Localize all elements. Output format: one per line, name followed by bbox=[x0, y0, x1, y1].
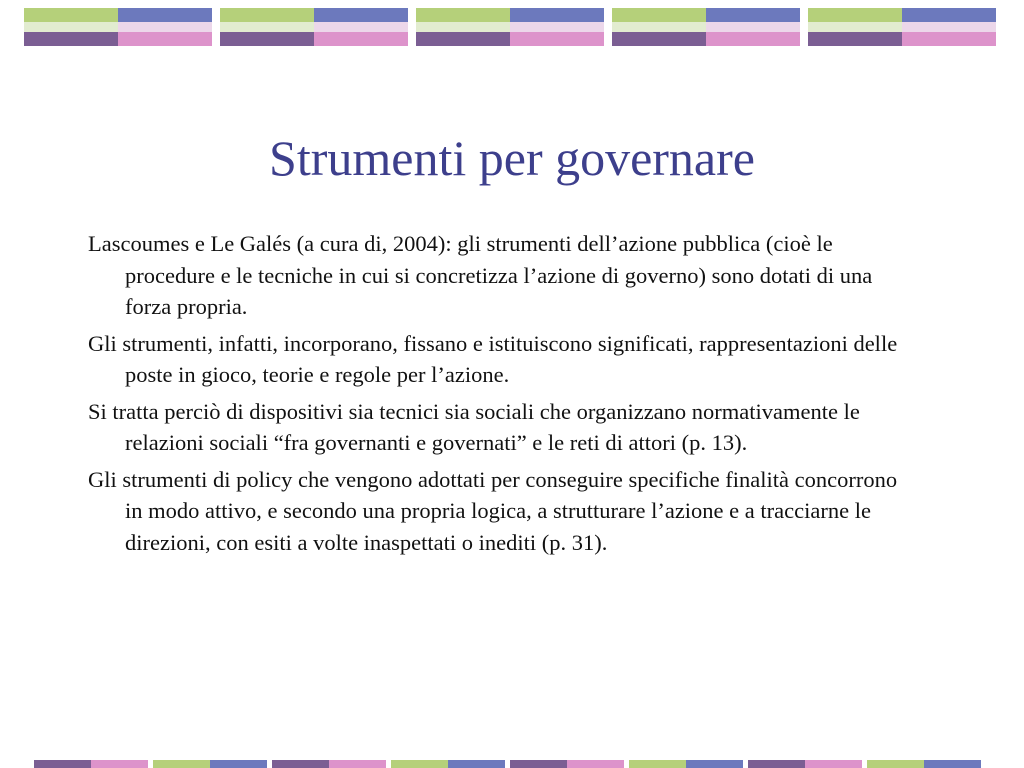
top-band-block bbox=[416, 8, 604, 46]
top-band-block bbox=[220, 8, 408, 46]
body-paragraph: Gli strumenti di policy che vengono adottati per conseguire specifiche finalità concorrono in modo attivo, e secondo una propria logica, a strutturare l’azione e a tracciarne le direzioni, con esiti a volte inaspettati o inediti (p. 31). bbox=[88, 466, 898, 555]
body-paragraph: Si tratta perciò di dispositivi sia tecnici sia sociali che organizzano normativamente le relazioni sociali “fra governanti e governati” e le reti di attori (p. 13). bbox=[88, 398, 860, 455]
top-decorative-band bbox=[0, 8, 1024, 48]
bottom-decorative-band bbox=[0, 760, 1024, 768]
slide-title: Strumenti per governare bbox=[269, 130, 755, 186]
top-band-block bbox=[808, 8, 996, 46]
body-paragraph: Lascoumes e Le Galés (a cura di, 2004): gli strumenti dell’azione pubblica (cioè le procedure e le tecniche in cui si concretizza l’azione di governo) sono dotati di una forza propria. bbox=[88, 231, 873, 319]
body-paragraph: Gli strumenti, infatti, incorporano, fissano e istituiscono significati, rappresentazioni delle poste in gioco, teorie e regole per l’azione. bbox=[88, 330, 898, 387]
top-band-block bbox=[24, 8, 212, 46]
slide-body bbox=[88, 228, 918, 563]
top-band-block bbox=[612, 8, 800, 46]
